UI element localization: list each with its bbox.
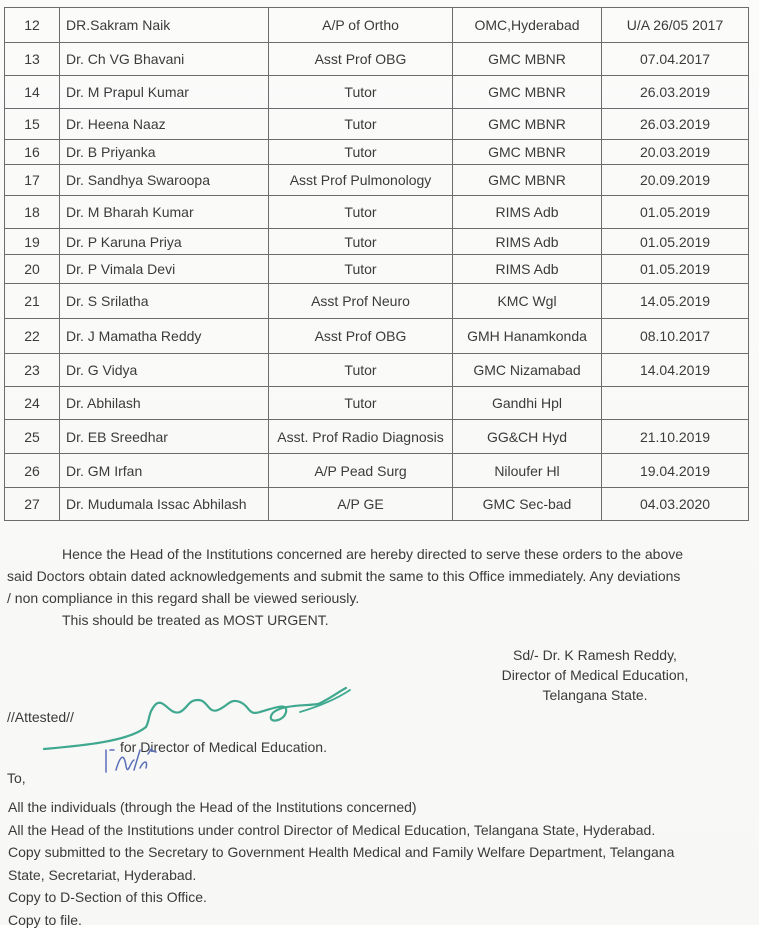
table-row — [5, 196, 749, 229]
paragraph-line-1: Hence the Head of the Institutions concerned are hereby directed to serve these orders to the above — [7, 543, 752, 565]
date-cell: U/A 26/05 2017 — [602, 8, 749, 43]
signatory-name: Sd/- Dr. K Ramesh Reddy, — [475, 645, 715, 665]
distribution-line: All the Head of the Institutions under control Director of Medical Education, Telangana State, Hyderabad. — [8, 819, 753, 842]
designation-cell: Asst. Prof Radio Diagnosis — [269, 420, 453, 454]
table-row — [5, 109, 749, 140]
serial-number-cell: 20 — [5, 255, 60, 284]
designation-cell: Asst Prof OBG — [269, 319, 453, 354]
date-cell: 14.05.2019 — [602, 284, 749, 319]
institution-cell: GMC MBNR — [453, 140, 602, 165]
serial-number-cell: 26 — [5, 454, 60, 488]
date-cell: 26.03.2019 — [602, 109, 749, 140]
paragraph-line-2: said Doctors obtain dated acknowledgements and submit the same to this Office immediately. Any deviations — [7, 565, 752, 587]
date-cell: 04.03.2020 — [602, 488, 749, 521]
doctor-name-cell: Dr. B Priyanka — [60, 140, 269, 165]
designation-cell: Asst Prof Neuro — [269, 284, 453, 319]
table-row — [5, 284, 749, 319]
institution-cell: GMC MBNR — [453, 43, 602, 76]
date-cell: 01.05.2019 — [602, 255, 749, 284]
designation-cell: A/P Pead Surg — [269, 454, 453, 488]
serial-number-cell: 16 — [5, 140, 60, 165]
institution-cell: RIMS Adb — [453, 196, 602, 229]
date-cell: 01.05.2019 — [602, 196, 749, 229]
table-row — [5, 140, 749, 165]
doctors-table — [4, 7, 749, 521]
institution-cell: GMC Nizamabad — [453, 354, 602, 387]
institution-cell: OMC,Hyderabad — [453, 8, 602, 43]
table-row — [5, 8, 749, 43]
distribution-line: Copy to D-Section of this Office. — [8, 886, 753, 909]
designation-cell: A/P of Ortho — [269, 8, 453, 43]
institution-cell: KMC Wgl — [453, 284, 602, 319]
institution-cell: GG&CH Hyd — [453, 420, 602, 454]
designation-cell: Asst Prof Pulmonology — [269, 165, 453, 196]
doctor-name-cell: Dr. G Vidya — [60, 354, 269, 387]
designation-cell: Tutor — [269, 140, 453, 165]
serial-number-cell: 21 — [5, 284, 60, 319]
serial-number-cell: 23 — [5, 354, 60, 387]
date-cell: 14.04.2019 — [602, 354, 749, 387]
distribution-line: Copy submitted to the Secretary to Government Health Medical and Family Welfare Department, Telangana — [8, 841, 753, 864]
signatory-block — [475, 645, 715, 705]
table-row — [5, 387, 749, 420]
instruction-paragraph — [7, 543, 752, 631]
serial-number-cell: 18 — [5, 196, 60, 229]
date-cell — [602, 387, 749, 420]
table-row — [5, 165, 749, 196]
designation-cell: Tutor — [269, 196, 453, 229]
institution-cell: GMC MBNR — [453, 165, 602, 196]
doctor-name-cell: Dr. P Vimala Devi — [60, 255, 269, 284]
date-cell: 20.03.2019 — [602, 140, 749, 165]
date-cell: 07.04.2017 — [602, 43, 749, 76]
institution-cell: Gandhi Hpl — [453, 387, 602, 420]
serial-number-cell: 24 — [5, 387, 60, 420]
designation-cell: Tutor — [269, 255, 453, 284]
paragraph-line-3: / non compliance in this regard shall be viewed seriously. — [7, 587, 752, 609]
table-row — [5, 229, 749, 255]
designation-cell: A/P GE — [269, 488, 453, 521]
institution-cell: GMC MBNR — [453, 109, 602, 140]
doctor-name-cell: Dr. M Bharah Kumar — [60, 196, 269, 229]
designation-cell: Asst Prof OBG — [269, 43, 453, 76]
serial-number-cell: 27 — [5, 488, 60, 521]
designation-cell: Tutor — [269, 109, 453, 140]
institution-cell: GMC MBNR — [453, 76, 602, 109]
institution-cell: GMC Sec-bad — [453, 488, 602, 521]
date-cell: 21.10.2019 — [602, 420, 749, 454]
doctor-name-cell: Dr. M Prapul Kumar — [60, 76, 269, 109]
doctor-name-cell: Dr. Abhilash — [60, 387, 269, 420]
doctor-name-cell: Dr. Heena Naaz — [60, 109, 269, 140]
for-director-label: for Director of Medical Education. — [120, 736, 327, 758]
distribution-line: Copy to file. — [8, 909, 753, 931]
serial-number-cell: 25 — [5, 420, 60, 454]
designation-cell: Tutor — [269, 354, 453, 387]
urgent-notice: This should be treated as MOST URGENT. — [7, 609, 752, 631]
doctors-table-body — [5, 8, 749, 521]
table-row — [5, 255, 749, 284]
institution-cell: RIMS Adb — [453, 229, 602, 255]
date-cell: 19.04.2019 — [602, 454, 749, 488]
institution-cell: GMH Hanamkonda — [453, 319, 602, 354]
serial-number-cell: 12 — [5, 8, 60, 43]
signatory-state: Telangana State. — [475, 685, 715, 705]
table-row — [5, 354, 749, 387]
doctor-name-cell: DR.Sakram Naik — [60, 8, 269, 43]
serial-number-cell: 19 — [5, 229, 60, 255]
signatory-title: Director of Medical Education, — [475, 665, 715, 685]
doctor-name-cell: Dr. Ch VG Bhavani — [60, 43, 269, 76]
to-label: To, — [7, 767, 26, 789]
distribution-line: State, Secretariat, Hyderabad. — [8, 864, 753, 887]
doctor-name-cell: Dr. S Srilatha — [60, 284, 269, 319]
serial-number-cell: 22 — [5, 319, 60, 354]
serial-number-cell: 15 — [5, 109, 60, 140]
serial-number-cell: 13 — [5, 43, 60, 76]
date-cell: 26.03.2019 — [602, 76, 749, 109]
doctor-name-cell: Dr. Sandhya Swaroopa — [60, 165, 269, 196]
serial-number-cell: 17 — [5, 165, 60, 196]
attested-label: //Attested// — [7, 706, 74, 728]
date-cell: 08.10.2017 — [602, 319, 749, 354]
table-row — [5, 319, 749, 354]
doctor-name-cell: Dr. GM Irfan — [60, 454, 269, 488]
doctor-name-cell: Dr. Mudumala Issac Abhilash — [60, 488, 269, 521]
distribution-list — [8, 796, 753, 931]
date-cell: 01.05.2019 — [602, 229, 749, 255]
table-row — [5, 488, 749, 521]
date-cell: 20.09.2019 — [602, 165, 749, 196]
table-row — [5, 420, 749, 454]
table-row — [5, 76, 749, 109]
designation-cell: Tutor — [269, 387, 453, 420]
designation-cell: Tutor — [269, 229, 453, 255]
table-row — [5, 454, 749, 488]
doctor-name-cell: Dr. P Karuna Priya — [60, 229, 269, 255]
serial-number-cell: 14 — [5, 76, 60, 109]
handwritten-initials — [100, 742, 160, 782]
distribution-line: All the individuals (through the Head of the Institutions concerned) — [8, 796, 753, 819]
doctor-name-cell: Dr. J Mamatha Reddy — [60, 319, 269, 354]
doctor-name-cell: Dr. EB Sreedhar — [60, 420, 269, 454]
table-row — [5, 43, 749, 76]
designation-cell: Tutor — [269, 76, 453, 109]
institution-cell: RIMS Adb — [453, 255, 602, 284]
institution-cell: Niloufer Hl — [453, 454, 602, 488]
